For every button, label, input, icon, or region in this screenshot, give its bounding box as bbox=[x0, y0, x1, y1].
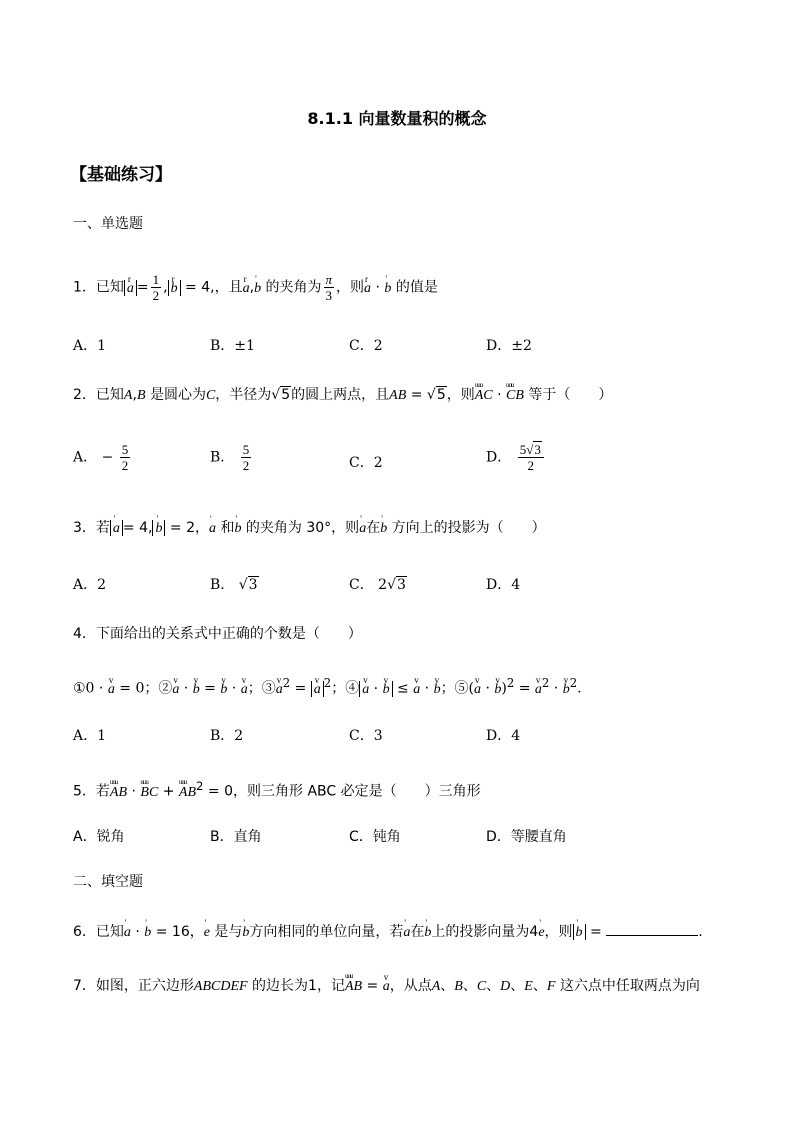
question-6: 6．已知' a · ' b = 16，' e 是与' b方向相同的单位向量，若' a在' b上的投影向量为4' e，则' b = . bbox=[73, 922, 703, 943]
option-d[interactable]: D．4 bbox=[486, 728, 521, 744]
option-d[interactable]: D．±2 bbox=[486, 338, 532, 354]
question-4-relations: ①0 · v a = 0；②v a · v b = v b · v a；③v $a^2 = v$ a $^2$；④v a · v b ≤ v a · v b；⑤(v a · v b)$^2$ = v $a^2 \cdot v$ $b^2$. bbox=[73, 673, 582, 700]
option-c[interactable]: C．3 bbox=[349, 728, 383, 744]
question-3: 3．若' a = 4,' b = 2，' a 和' b 的夹角为 30°，则' a在' b 方向上的投影为（ ） bbox=[73, 518, 546, 539]
question-7: 7．如图，正六边形ABCDEF 的边长为1，记uuu AB = v a，从点A、B、C、D、E、F 这六点中任取两点为向 bbox=[73, 976, 700, 997]
question-1: 1．已知r a = $\frac{1}{2}$ ,r b = 4,，且r a,' b 的夹角为 $\frac{\pi}{3}$ ，则r a · ' b 的值是 bbox=[73, 272, 438, 303]
option-d[interactable]: D． $\frac{5√3}{2}$ bbox=[486, 442, 546, 473]
option-b[interactable]: B． √3 bbox=[210, 577, 258, 593]
section-heading: 【基础练习】 bbox=[70, 165, 172, 185]
option-b[interactable]: B．±1 bbox=[210, 338, 255, 354]
option-c[interactable]: C． 2√3 bbox=[349, 577, 406, 593]
option-d[interactable]: D．4 bbox=[486, 577, 521, 593]
answer-blank[interactable] bbox=[606, 923, 698, 936]
option-a[interactable]: A．1 bbox=[73, 338, 107, 354]
option-a[interactable]: A． − $\frac{5}{2}$ bbox=[73, 442, 129, 473]
option-c[interactable]: C．2 bbox=[349, 455, 383, 471]
option-a[interactable]: A．锐角 bbox=[73, 829, 125, 845]
option-c[interactable]: C．钝角 bbox=[349, 829, 401, 845]
option-b[interactable]: B．直角 bbox=[210, 829, 262, 845]
option-b[interactable]: B． $\frac{5}{2}$ bbox=[210, 442, 250, 473]
option-d[interactable]: D．等腰直角 bbox=[486, 829, 567, 845]
question-4: 4．下面给出的关系式中正确的个数是（ ） bbox=[73, 626, 362, 642]
question-2: 2．已知A,B 是圆心为C，半径为√5的圆上两点，且AB = √5，则uuu AC · uuu CB 等于（ ） bbox=[73, 385, 612, 406]
page-title: 8.1.1 向量数量积的概念 bbox=[307, 109, 487, 128]
option-b[interactable]: B．2 bbox=[210, 728, 244, 744]
option-a[interactable]: A．2 bbox=[73, 577, 107, 593]
part2-heading: 二、填空题 bbox=[73, 874, 143, 890]
part1-heading: 一、单选题 bbox=[73, 216, 143, 232]
question-5: 5．若uuu AB · uuu BC + uuu $AB^2 = 0$，则三角形 ABC 必定是（ ）三角形 bbox=[73, 776, 481, 803]
option-a[interactable]: A．1 bbox=[73, 728, 107, 744]
option-c[interactable]: C．2 bbox=[349, 338, 383, 354]
